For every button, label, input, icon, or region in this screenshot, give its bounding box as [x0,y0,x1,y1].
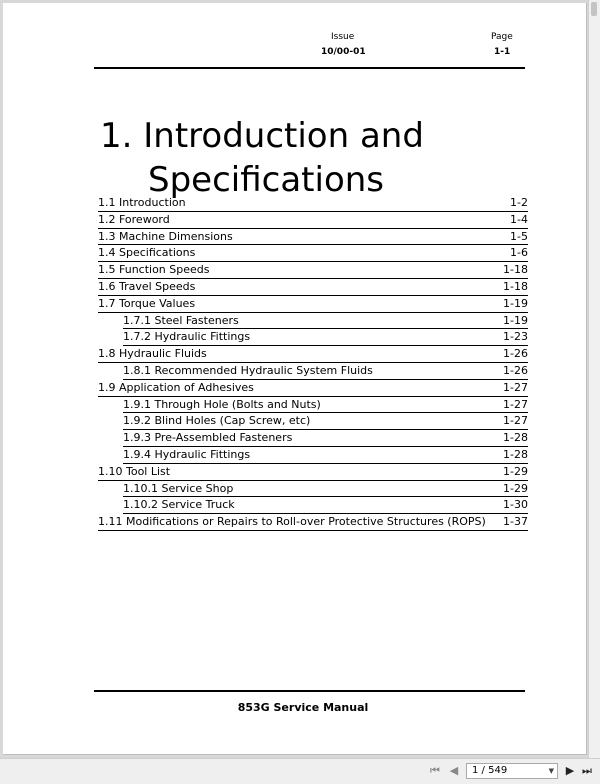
toc-entry-page[interactable]: 1-26 [503,363,528,377]
toc-entry-page[interactable]: 1-29 [503,464,528,478]
toc-entry-page[interactable]: 1-2 [510,196,528,209]
toc-entry-page[interactable]: 1-18 [503,263,528,277]
toc-entry[interactable] [98,346,528,363]
issue-label: Issue [331,32,355,42]
toc-entry-page[interactable]: 1-19 [503,296,528,310]
toc-entry-label[interactable]: 1.8.1 Recommended Hydraulic System Fluids [123,363,373,377]
toc-entry-page[interactable]: 1-23 [503,330,528,344]
toc-entry-label[interactable]: 1.7.1 Steel Fasteners [123,313,239,327]
toc-entry[interactable] [98,245,528,262]
toc-entry-page[interactable]: 1-6 [510,246,528,260]
document-page [3,3,587,755]
toc-entry-label[interactable]: 1.9.1 Through Hole (Bolts and Nuts) [123,397,321,411]
toc-entry-label[interactable]: 1.9.3 Pre-Assembled Fasteners [123,431,293,445]
toc-entry[interactable] [123,430,528,447]
toc-entry-page[interactable]: 1-19 [503,313,528,327]
toc-entry-page[interactable]: 1-18 [503,279,528,293]
toc-entry-label[interactable]: 1.5 Function Speeds [98,263,210,277]
toc-entry-label[interactable]: 1.9.4 Hydraulic Fittings [123,447,251,461]
toc-entry-page[interactable]: 1-5 [510,229,528,243]
page-navigation-bar [0,758,600,784]
toc-entry[interactable] [98,212,528,229]
page-label: Page [491,32,513,42]
toc-entry[interactable] [98,229,528,246]
page-number-value: 1-1 [494,47,511,57]
toc-entry[interactable] [98,195,528,212]
toc-entry-label[interactable]: 1.10.1 Service Shop [123,481,234,495]
toc-entry-page[interactable]: 1-28 [503,431,528,445]
toc-entry[interactable] [123,481,528,498]
table-of-contents [98,195,528,531]
last-page-icon[interactable]: ⏭︎ [582,764,592,777]
toc-entry-page[interactable]: 1-27 [503,380,528,394]
footer-rule [94,690,525,692]
toc-entry-label[interactable]: 1.10 Tool List [98,464,171,478]
chapter-title [100,114,520,202]
chapter-title-line2: Specifications [148,159,385,200]
toc-entry[interactable] [98,380,528,397]
toc-entry-page[interactable]: 1-29 [503,481,528,495]
toc-entry-page[interactable]: 1-37 [503,515,528,529]
previous-page-icon[interactable]: ◀︎ [449,764,459,777]
toc-entry-label[interactable]: 1.3 Machine Dimensions [98,229,233,243]
chapter-title-line1: 1. Introduction and [100,115,424,156]
toc-entry-label[interactable]: 1.7 Torque Values [98,296,196,310]
toc-entry[interactable] [98,296,528,313]
toc-entry[interactable] [123,329,528,346]
issue-value: 10/00-01 [321,47,366,57]
toc-entry-label[interactable]: 1.11 Modifications or Repairs to Roll-over Protective Structures (ROPS) [98,515,486,529]
toc-entry-label[interactable]: 1.1 Introduction [98,196,186,209]
chevron-down-icon[interactable]: ▼ [548,767,554,775]
toc-entry[interactable] [98,279,528,296]
toc-entry-label[interactable]: 1.8 Hydraulic Fluids [98,347,207,361]
toc-entry-label[interactable]: 1.10.2 Service Truck [123,498,235,512]
toc-entry-page[interactable]: 1-27 [503,414,528,428]
toc-entry[interactable] [123,497,528,514]
page-indicator: 1 / 549 [472,765,508,776]
toc-entry[interactable] [123,447,528,464]
toc-entry-page[interactable]: 1-26 [503,347,528,361]
vertical-scrollbar[interactable] [588,0,600,758]
toc-entry[interactable] [98,514,528,531]
toc-entry[interactable] [123,397,528,414]
toc-entry-page[interactable]: 1-27 [503,397,528,411]
toc-entry-page[interactable]: 1-4 [510,212,528,226]
toc-entry-label[interactable]: 1.6 Travel Speeds [98,279,196,293]
header-rule [94,67,525,69]
page-number-input[interactable] [466,763,558,779]
next-page-icon[interactable]: ▶︎ [565,764,575,777]
toc-entry[interactable] [98,464,528,481]
manual-title: 853G Service Manual [237,701,369,714]
scrollbar-thumb[interactable] [591,2,597,16]
toc-entry-label[interactable]: 1.2 Foreword [98,212,170,226]
toc-entry[interactable] [123,313,528,330]
toc-entry-label[interactable]: 1.9 Application of Adhesives [98,380,254,394]
toc-entry-page[interactable]: 1-30 [503,498,528,512]
toc-entry-label[interactable]: 1.7.2 Hydraulic Fittings [123,330,251,344]
toc-entry[interactable] [123,413,528,430]
first-page-icon[interactable]: ⏮︎ [430,764,440,777]
toc-entry[interactable] [98,262,528,279]
toc-entry[interactable] [123,363,528,380]
toc-entry-page[interactable]: 1-28 [503,447,528,461]
toc-entry-label[interactable]: 1.9.2 Blind Holes (Cap Screw, etc) [123,414,311,428]
toc-entry-label[interactable]: 1.4 Specifications [98,246,196,260]
